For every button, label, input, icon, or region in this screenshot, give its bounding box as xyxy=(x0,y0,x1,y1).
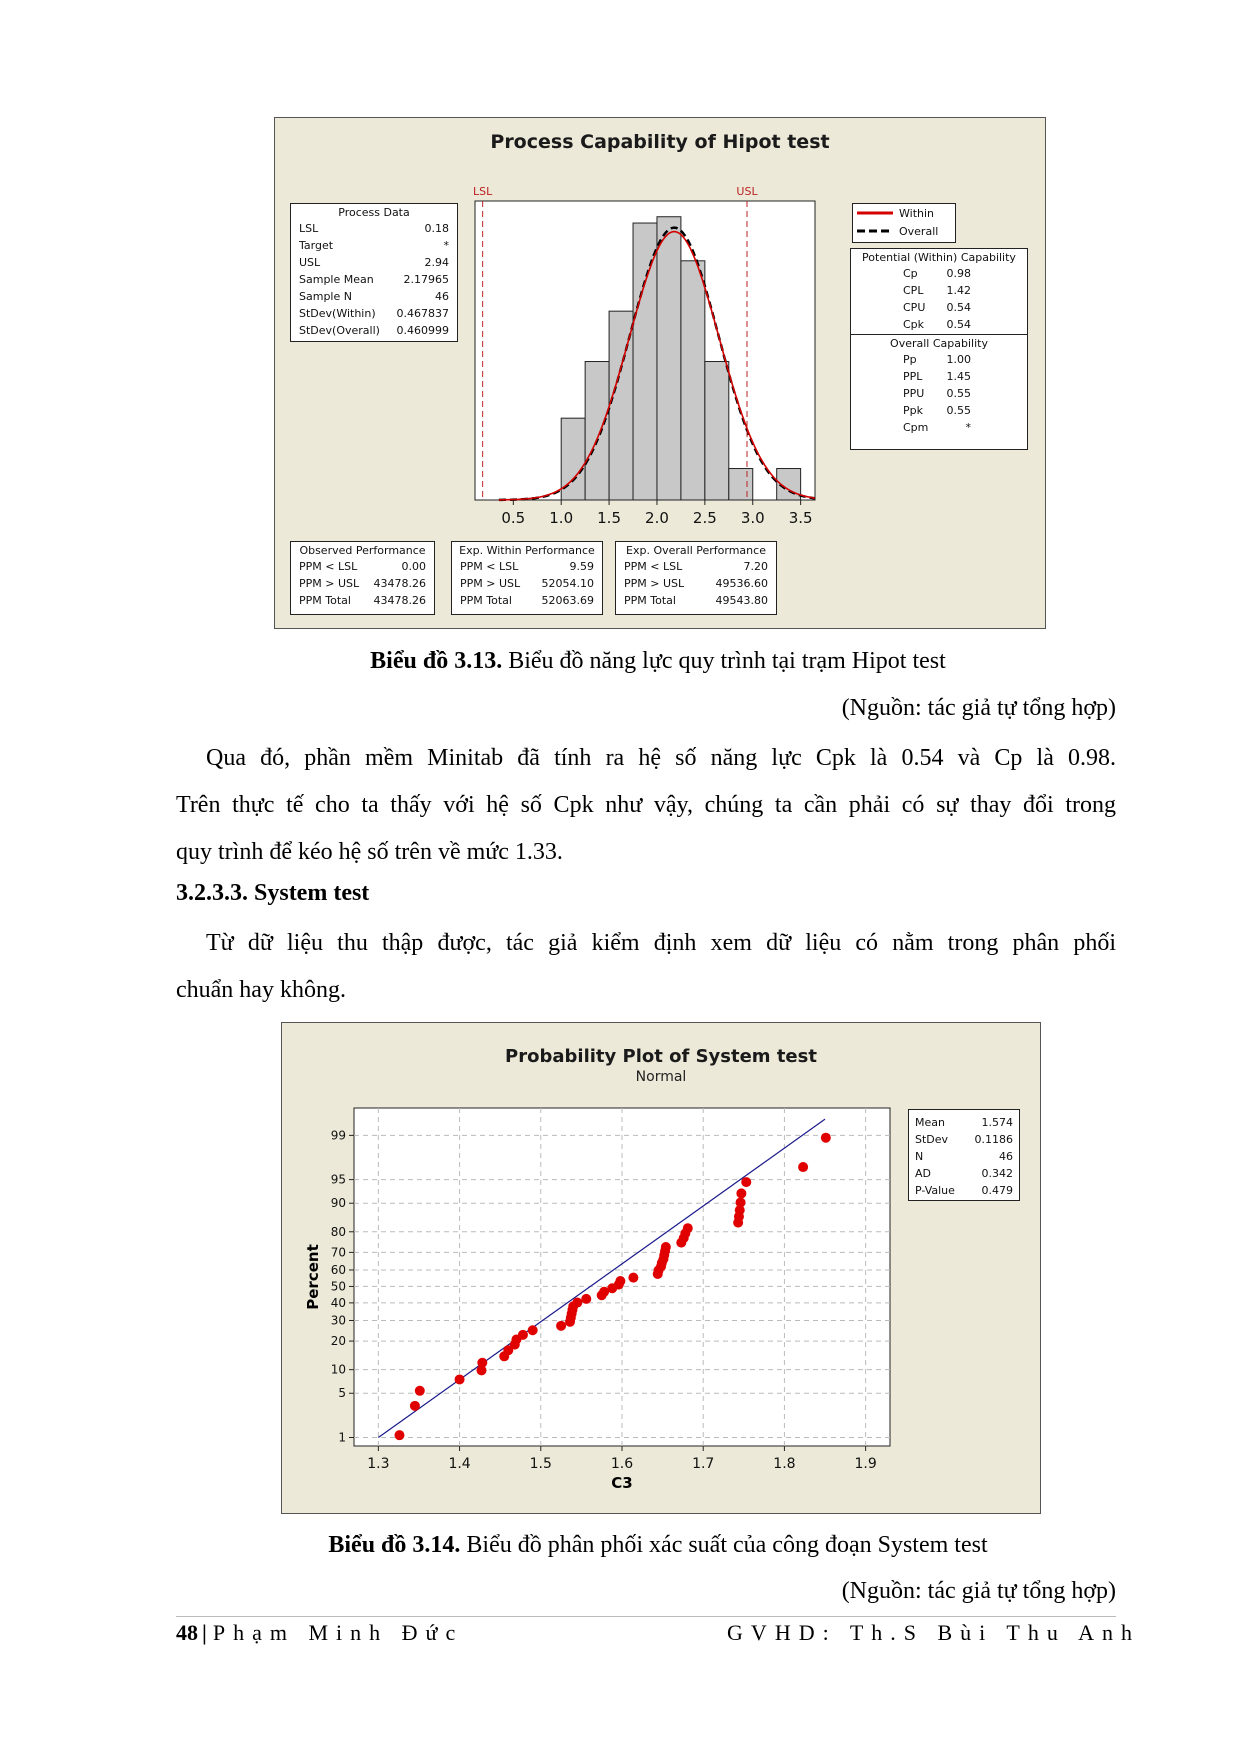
capability-histogram xyxy=(455,178,820,558)
y-tick-label: 30 xyxy=(330,1313,346,1328)
paragraph-2-line: Từ dữ liệu thu thập được, tác giả kiểm định xem dữ liệu có nằm trong phân phối xyxy=(206,930,1116,956)
data-point xyxy=(518,1330,528,1340)
y-tick-label: 60 xyxy=(330,1262,346,1277)
y-tick-label: 90 xyxy=(330,1196,346,1211)
lsl-label: LSL xyxy=(473,185,493,198)
data-point xyxy=(394,1430,404,1440)
paragraph-1-line: Qua đó, phần mềm Minitab đã tính ra hệ số năng lực Cpk là 0.54 và Cp là 0.98. xyxy=(206,745,1116,771)
data-point xyxy=(415,1386,425,1396)
histogram-bar xyxy=(633,223,657,500)
x-tick-label: 3.5 xyxy=(788,509,813,527)
author-name: Phạm Minh Đức xyxy=(212,1620,464,1645)
y-tick-label: 20 xyxy=(330,1334,346,1349)
x-tick-label: 1.5 xyxy=(597,509,622,527)
x-tick-label: 3.0 xyxy=(740,509,765,527)
legend-within: Within xyxy=(899,206,935,220)
data-point xyxy=(683,1223,693,1233)
footer-rule xyxy=(176,1616,1116,1617)
advisor-name: GVHD: Th.S Bùi Thu Anh xyxy=(727,1620,1140,1645)
paragraph-1-line: quy trình để kéo hệ số trên về mức 1.33. xyxy=(176,839,563,865)
x-tick-label: 2.5 xyxy=(692,509,717,527)
potential-title: Potential (Within) Capability xyxy=(862,251,1016,264)
histogram-bar xyxy=(585,362,609,500)
capability-figure xyxy=(274,117,1046,629)
x-tick-label: 1.4 xyxy=(448,1456,471,1472)
y-tick-label: 95 xyxy=(330,1172,346,1187)
histogram-bar xyxy=(705,362,729,500)
process-data-row: Sample N 46 xyxy=(299,290,449,303)
data-point xyxy=(628,1273,638,1283)
figure1-caption: Biểu đồ 3.13. Biểu đồ năng lực quy trình tại trạm Hipot test xyxy=(370,648,946,674)
process-data-box xyxy=(290,203,458,342)
x-tick-label: 1.9 xyxy=(854,1456,877,1472)
paragraph-2-line: chuẩn hay không. xyxy=(176,977,346,1003)
process-data-row: USL 2.94 xyxy=(299,256,449,269)
paragraph-1-line: Trên thực tế cho ta thấy với hệ số Cpk như vậy, chúng ta cần phải có sự thay đổi trong xyxy=(176,792,1116,818)
probability-plot xyxy=(282,1023,1040,1513)
figure2-source: (Nguồn: tác giả tự tổng hợp) xyxy=(841,1578,1116,1604)
y-axis-label: Percent xyxy=(304,1244,322,1310)
data-point xyxy=(615,1276,625,1286)
x-tick-label: 0.5 xyxy=(501,509,526,527)
data-point xyxy=(572,1298,582,1308)
process-data-row: StDev(Within) 0.467837 xyxy=(299,307,449,320)
y-tick-label: 80 xyxy=(330,1224,346,1239)
figure2-caption: Biểu đồ 3.14. Biểu đồ phân phối xác suất của công đoạn System test xyxy=(328,1532,988,1558)
data-point xyxy=(736,1188,746,1198)
legend-box xyxy=(852,203,956,243)
x-tick-label: 1.8 xyxy=(773,1456,796,1472)
process-data-row: Target * xyxy=(299,239,449,252)
y-tick-label: 1 xyxy=(338,1430,346,1445)
overall-title: Overall Capability xyxy=(890,337,988,350)
data-point xyxy=(821,1133,831,1143)
figure1-source: (Nguồn: tác giả tự tổng hợp) xyxy=(841,695,1116,721)
process-data-title: Process Data xyxy=(338,206,410,219)
section-heading: 3.2.3.3. System test xyxy=(176,880,370,906)
chart2-title: Probability Plot of System test xyxy=(505,1046,817,1067)
paragraph-2 xyxy=(176,920,1116,1014)
data-point xyxy=(581,1294,591,1304)
data-point xyxy=(528,1325,538,1335)
exp-within-performance-box: Exp. Within Performance PPM < LSL 9.59 PPM > USL 52054.10 PPM Total 52063.69 xyxy=(451,541,603,615)
x-tick-label: 2.0 xyxy=(645,509,669,527)
data-point xyxy=(661,1242,671,1252)
x-tick-label: 1.5 xyxy=(529,1456,552,1472)
x-tick-label: 1.3 xyxy=(367,1456,390,1472)
histogram-bar xyxy=(657,217,681,500)
x-tick-label: 1.7 xyxy=(692,1456,715,1472)
process-data-row: Sample Mean 2.17965 xyxy=(299,273,449,286)
x-axis-label: C3 xyxy=(611,1474,633,1492)
histogram-bar xyxy=(729,469,753,500)
capability-box: Potential (Within) Capability Cp 0.98 CPL 1.42 CPU 0.54 Cpk 0.54 Overall Capability Pp 1.00 PPL 1.45 PPU 0.55 Ppk 0.55 Cpm * xyxy=(850,248,1028,450)
footer-left: 48 | Phạm Minh Đức xyxy=(176,1620,464,1645)
data-point xyxy=(741,1177,751,1187)
data-point xyxy=(410,1401,420,1411)
y-tick-label: 70 xyxy=(330,1245,346,1260)
y-tick-label: 10 xyxy=(330,1362,346,1377)
data-point xyxy=(798,1162,808,1172)
legend-overall: Overall xyxy=(899,224,939,238)
probability-figure xyxy=(281,1022,1041,1514)
observed-performance-box: Observed Performance PPM < LSL 0.00 PPM > USL 43478.26 PPM Total 43478.26 xyxy=(290,541,435,615)
y-tick-label: 5 xyxy=(338,1386,346,1401)
y-tick-label: 99 xyxy=(330,1128,346,1143)
y-tick-label: 40 xyxy=(330,1295,346,1310)
y-tick-label: 50 xyxy=(330,1279,346,1294)
process-data-row: StDev(Overall) 0.460999 xyxy=(299,324,449,337)
chart1-title: Process Capability of Hipot test xyxy=(490,131,830,153)
page-number: 48 xyxy=(176,1620,198,1645)
chart2-subtitle: Normal xyxy=(635,1069,687,1085)
data-point xyxy=(477,1358,487,1368)
data-point xyxy=(556,1321,566,1331)
x-tick-label: 1.6 xyxy=(610,1456,634,1472)
paragraph-1 xyxy=(176,735,1116,876)
usl-label: USL xyxy=(736,185,758,198)
data-point xyxy=(455,1374,465,1384)
x-tick-label: 1.0 xyxy=(549,509,574,527)
histogram-bar xyxy=(681,261,705,500)
process-data-row: LSL 0.18 xyxy=(299,222,449,235)
stats-box: Mean 1.574 StDev 0.1186 N 46 AD 0.342 P-Value 0.479 xyxy=(908,1109,1020,1201)
exp-overall-performance-box: Exp. Overall Performance PPM < LSL 7.20 PPM > USL 49536.60 PPM Total 49543.80 xyxy=(615,541,777,615)
data-point xyxy=(736,1197,746,1207)
